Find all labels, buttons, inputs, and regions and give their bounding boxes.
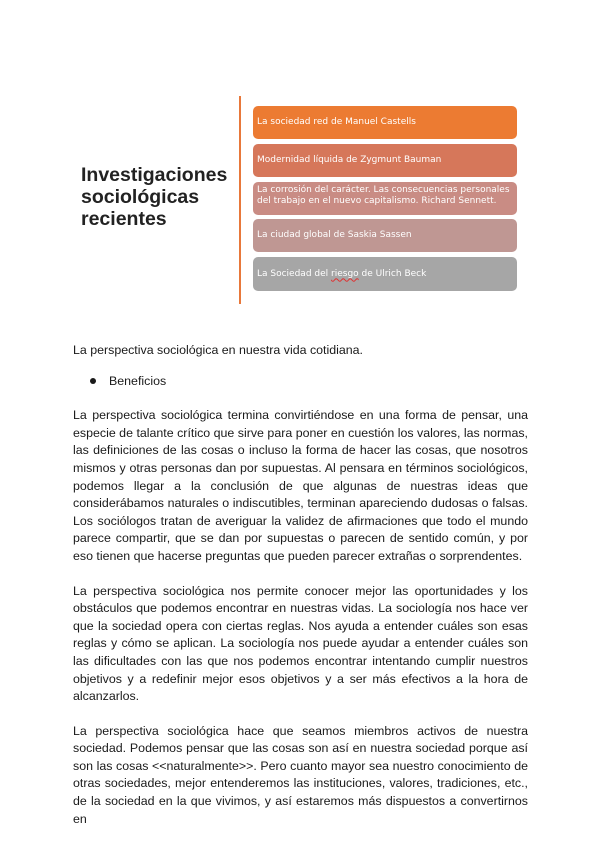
diagram-item-label: La sociedad red de Manuel Castells (257, 117, 416, 127)
paragraph-2: La perspectiva sociológica nos permite conocer mejor las oportunidades y los obstáculos que podemos encontrar en nuestras vidas. La sociología nos hace ver que la sociedad opera con ciertas reglas. Nos ayuda a entender cuáles son esas reglas y cómo se aplican. La sociología nos puede ayudar a entender cuáles son las dificultades con las que nos podemos encontrar intentando cumplir nuestros objetivos y a redefinir mejor esos objetivos y a ser más efectivos a la hora de alcanzarlos. (73, 583, 528, 704)
document-body (73, 342, 528, 828)
diagram-item-sassen (253, 219, 517, 252)
intro-line: La perspectiva sociológica en nuestra vida cotidiana. (73, 343, 363, 357)
bullet-text: Beneficios (109, 373, 167, 388)
diagram-item-label: Modernidad líquida de Zygmunt Bauman (257, 155, 442, 165)
label-part: La Sociedad del (257, 268, 332, 279)
diagram-title: Investigaciones sociológicas recientes (81, 164, 228, 230)
diagram-item-label: La corrosión del carácter. Las consecuencias personales del trabajo en el nuevo capitalismo. Richard Sennett. (257, 185, 510, 206)
diagram-item-beck (253, 257, 517, 291)
paragraph-1: La perspectiva sociológica termina convirtiéndose en una forma de pensar, una especie de talante crítico que sirve para poner en cuestión los valores, las normas, las definiciones de las cosas o incluso la forma de hacer las cosas, que nosotros mismos y otras personas dan por supuestas. Al pensara en términos sociológicos, podemos llegar a la conclusión de que algunas de nuestras ideas que considerábamos naturales o indiscutibles, terminan apareciendo dudosas o falsas. Los sociólogos tratan de averiguar la validez de afirmaciones que todo el mundo parece compartir, que se dan por supuestas o parecen de sentido común, y por eso tienen que hacerse preguntas que pueden parecer extrañas o sorprendentes. (73, 408, 528, 563)
diagram-item-label: La ciudad global de Saskia Sassen (257, 230, 412, 240)
label-part: de Ulrich Beck (358, 268, 427, 279)
bullet-item (73, 373, 528, 391)
bullet-dot-icon (90, 378, 96, 384)
diagram-item-castells (253, 106, 517, 139)
diagram-item-sennett (253, 182, 517, 215)
spellcheck-word: riesgo (331, 268, 359, 279)
paragraph-3: La perspectiva sociológica hace que seamos miembros activos de nuestra sociedad. Podemos pensar que las cosas son así en nuestra sociedad porque así son las cosas <<naturalmente>>. Pero cuanto mayor sea nuestro conocimiento de otras sociedades, mejor entenderemos las instituciones, valores, tradiciones, etc., de la sociedad en la que vivimos, y así estaremos más dispuestos a convertirnos en (73, 723, 528, 826)
diagram-item-bauman (253, 144, 517, 177)
diagram-accent-line (239, 96, 241, 304)
diagram-item-label (257, 269, 426, 280)
bullet-list (73, 373, 528, 391)
smartart-diagram (0, 0, 600, 320)
